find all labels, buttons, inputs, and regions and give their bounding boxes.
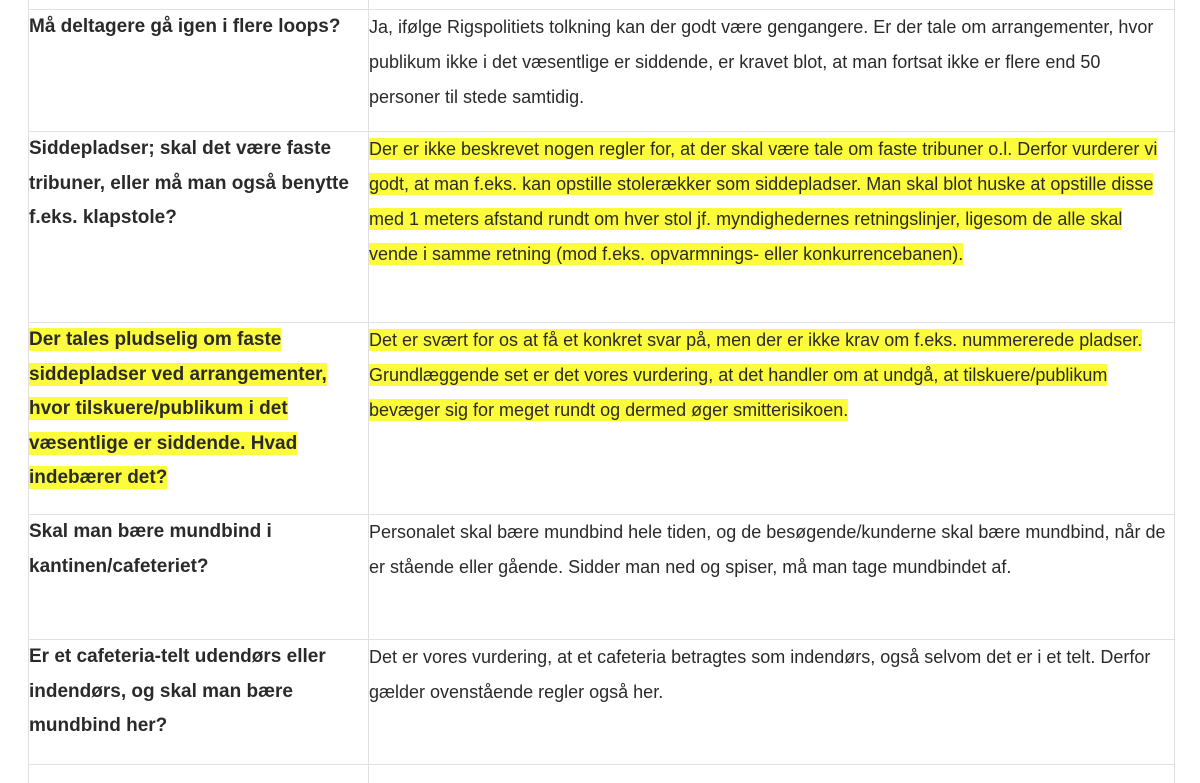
answer-text-highlighted: Der er ikke beskrevet nogen regler for, at der skal være tale om faste tribuner o.l. Derfor vurderer vi godt, at man f.eks. kan opstille stolerækker som siddepladser. Man skal blot huske at opstille disse med 1 meters afstand rundt om hver stol jf. myndighedernes retningslinjer, ligesom de alle skal vende i samme retning (mod f.eks. opvarmnings- eller konkurrencebanen). <box>369 139 1158 264</box>
question-cell <box>29 640 369 765</box>
table-row <box>29 640 1175 765</box>
question-cell <box>29 10 369 132</box>
table-row <box>29 132 1175 323</box>
answer-text: Personalet skal bære mundbind hele tiden, og de besøgende/kunderne skal bære mundbind, når de er stående eller gående. Sidder man ned og spiser, må man tage mundbindet af. <box>369 522 1166 577</box>
question-text: Er et cafeteria-telt udendørs eller indendørs, og skal man bære mundbind her? <box>29 646 326 736</box>
question-text: Siddepladser; skal det være faste tribuner, eller må man også benytte f.eks. klapstole? <box>29 138 349 228</box>
question-text: Skal man bære mundbind i kantinen/cafeteriet? <box>29 521 272 577</box>
question-cell <box>29 132 369 323</box>
question-text: Må deltagere gå igen i flere loops? <box>29 16 341 37</box>
table-row-partial-bottom <box>29 765 1175 783</box>
answer-cell <box>369 640 1175 765</box>
table-row <box>29 323 1175 515</box>
answer-cell-empty <box>369 0 1175 10</box>
table-row-partial-top <box>29 0 1175 10</box>
answer-cell <box>369 132 1175 323</box>
question-text-highlighted: Der tales pludselig om faste siddepladser ved arrangementer, hvor tilskuere/publikum i det væsentlige er siddende. Hvad indebærer det? <box>29 329 327 488</box>
table-row <box>29 10 1175 132</box>
question-cell <box>29 515 369 640</box>
table-row <box>29 515 1175 640</box>
answer-cell-empty <box>369 765 1175 783</box>
question-cell-empty <box>29 0 369 10</box>
answer-text: Ja, ifølge Rigspolitiets tolkning kan der godt være gengangere. Er der tale om arrangementer, hvor publikum ikke i det væsentlige er siddende, er kravet blot, at man fortsat ikke er flere end 50 personer til stede samtidig. <box>369 17 1154 107</box>
answer-cell <box>369 10 1175 132</box>
answer-text: Det er vores vurdering, at et cafeteria betragtes som indendørs, også selvom det er i et telt. Derfor gælder ovenstående regler også her. <box>369 647 1151 702</box>
answer-cell <box>369 323 1175 515</box>
answer-text-highlighted: Det er svært for os at få et konkret svar på, men der er ikke krav om f.eks. nummererede pladser. Grundlæggende set er det vores vurdering, at det handler om at undgå, at tilskuere/publikum bevæger sig for meget rundt og dermed øger smitterisikoen. <box>369 330 1143 420</box>
question-cell <box>29 323 369 515</box>
question-cell-empty <box>29 765 369 783</box>
faq-table <box>28 0 1175 783</box>
answer-cell <box>369 515 1175 640</box>
